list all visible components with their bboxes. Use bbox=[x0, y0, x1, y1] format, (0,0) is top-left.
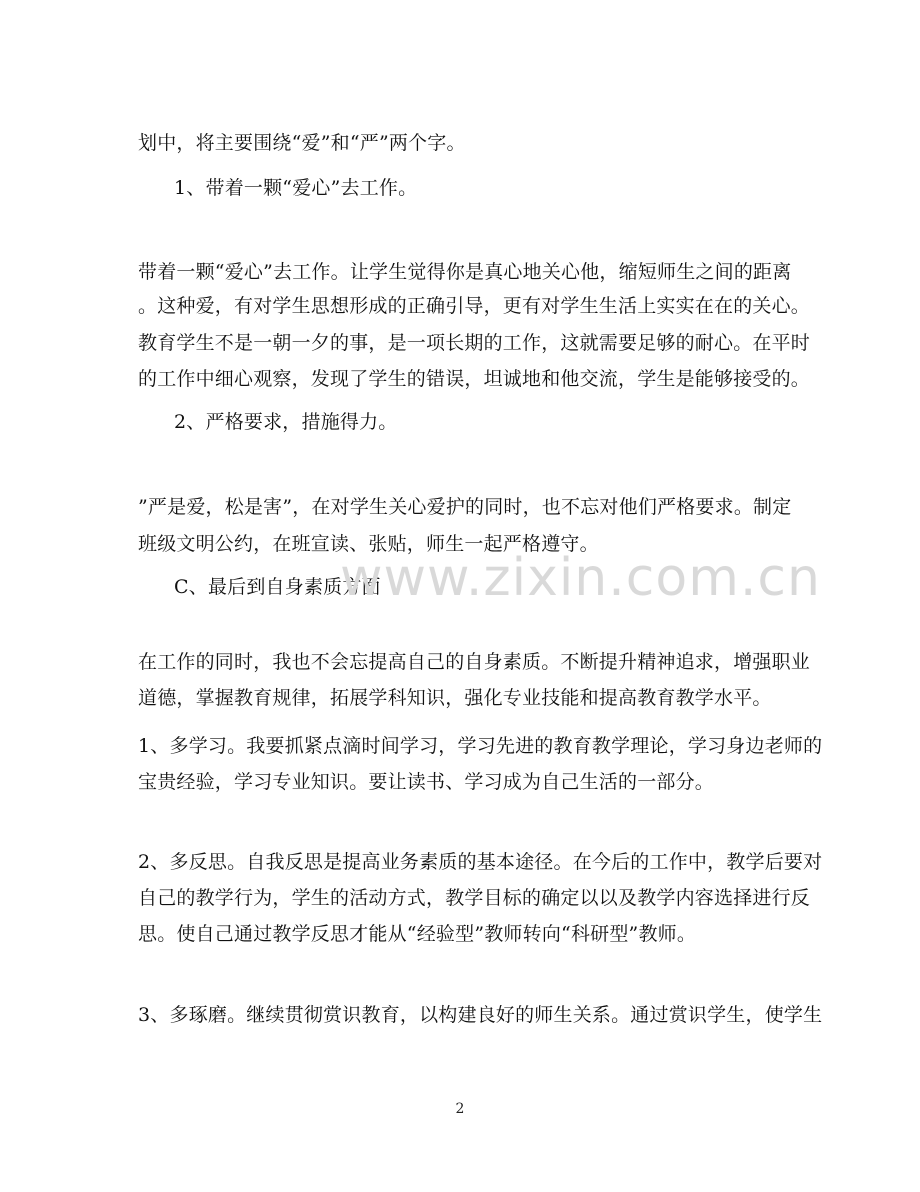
watermark: www.zixin.com.cn bbox=[340, 548, 821, 608]
text-line: 的工作中细心观察，发现了学生的错误，坦诚地和他交流，学生是能够接受的。 bbox=[138, 368, 811, 390]
text-line: 在工作的同时，我也不会忘提高自己的自身素质。不断提升精神追求，增强职业 bbox=[138, 651, 811, 673]
text-line: 划中，将主要围绕“爱”和“严”两个字。 bbox=[138, 132, 466, 154]
text-line: 2、多反思。自我反思是提高业务素质的基本途径。在今后的工作中，教学后要对 bbox=[138, 851, 823, 873]
text-line: 思。使自己通过教学反思才能从“经验型”教师转向“科研型”教师。 bbox=[138, 923, 697, 945]
text-line: 宝贵经验，学习专业知识。要让读书、学习成为自己生活的一部分。 bbox=[138, 771, 715, 793]
text-line: 带着一颗“爱心”去工作。让学生觉得你是真心地关心他，缩短师生之间的距离 bbox=[138, 261, 792, 283]
text-line: ”严是爱，松是害”，在对学生关心爱护的同时，也不忘对他们严格要求。制定 bbox=[138, 496, 792, 518]
text-line: 道德，掌握教育规律，拓展学科知识，强化专业技能和提高教育教学水平。 bbox=[138, 687, 772, 709]
text-line: 3、多琢磨。继续贯彻赏识教育，以构建良好的师生关系。通过赏识学生，使学生 bbox=[138, 1004, 823, 1026]
text-line: 班级文明公约，在班宣读、张贴，师生一起严格遵守。 bbox=[138, 533, 599, 555]
text-line: 自己的教学行为，学生的活动方式，教学目标的确定以以及教学内容选择进行反 bbox=[138, 887, 811, 909]
text-line: 1、多学习。我要抓紧点滴时间学习，学习先进的教育教学理论，学习身边老师的 bbox=[138, 735, 823, 757]
text-line: 教育学生不是一朝一夕的事，是一项长期的工作，这就需要足够的耐心。在平时 bbox=[138, 332, 811, 354]
section-heading: 1、带着一颗“爱心”去工作。 bbox=[174, 177, 418, 199]
text-line: 。这种爱，有对学生思想形成的正确引导，更有对学生生活上实实在在的关心。 bbox=[138, 295, 811, 317]
section-heading: 2、严格要求，措施得力。 bbox=[174, 411, 398, 433]
page-number: 2 bbox=[455, 1101, 465, 1117]
section-heading: C、最后到自身素质方面 bbox=[174, 576, 381, 598]
